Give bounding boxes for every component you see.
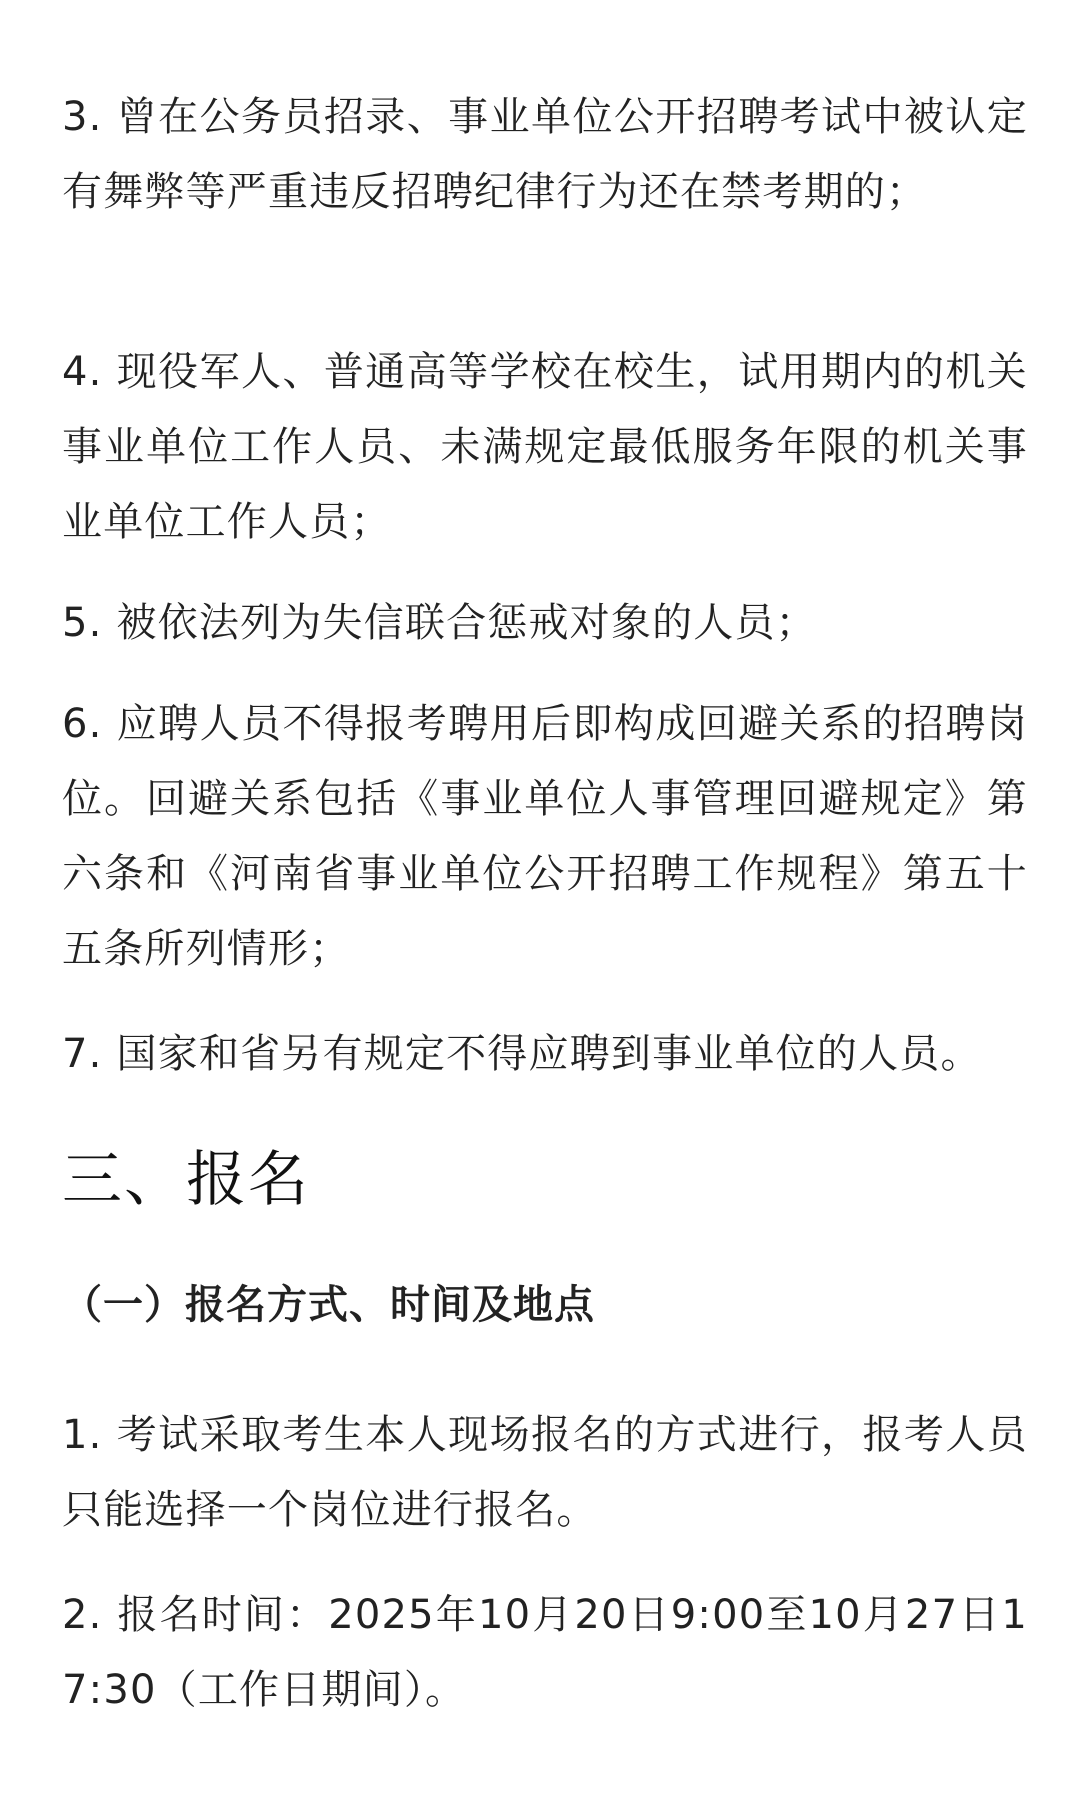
list-item: 3. 曾在公务员招录、事业单位公开招聘考试中被认定有舞弊等严重违反招聘纪律行为还在禁考期的； — [62, 94, 1028, 215]
list-item: 2. 报名时间：2025年10月20日9:00至10月27日17:30（工作日期间）。 — [62, 1592, 1028, 1713]
section-heading: 三、报名 — [62, 1145, 310, 1215]
sub-heading: （一）报名方式、时间及地点 — [62, 1282, 595, 1328]
list-item: 4. 现役军人、普通高等学校在校生，试用期内的机关事业单位工作人员、未满规定最低服务年限的机关事业单位工作人员； — [62, 349, 1028, 545]
list-item: 1. 考试采取考生本人现场报名的方式进行，报考人员只能选择一个岗位进行报名。 — [62, 1412, 1028, 1533]
list-item: 6. 应聘人员不得报考聘用后即构成回避关系的招聘岗位。回避关系包括《事业单位人事管理回避规定》第六条和《河南省事业单位公开招聘工作规程》第五十五条所列情形； — [62, 701, 1028, 972]
list-item: 5. 被依法列为失信联合惩戒对象的人员； — [62, 600, 817, 646]
list-item: 7. 国家和省另有规定不得应聘到事业单位的人员。 — [62, 1031, 982, 1077]
